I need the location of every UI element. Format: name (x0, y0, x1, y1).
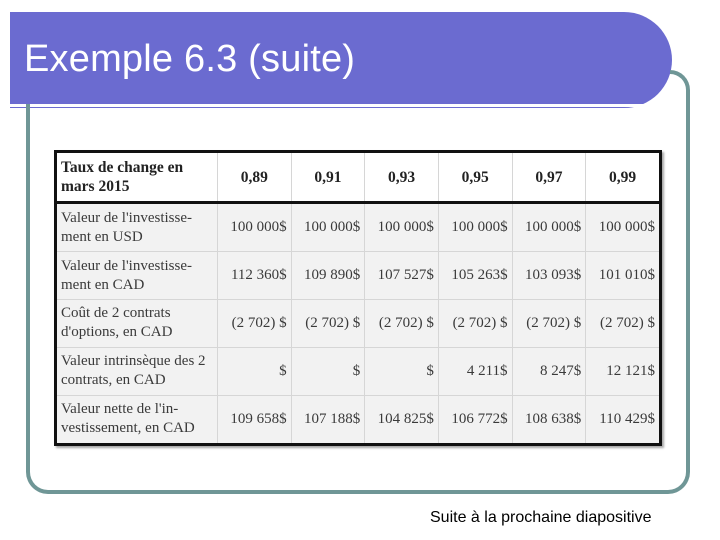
table-cell: 8 247$ (512, 347, 586, 395)
rate-header: 0,91 (291, 152, 365, 203)
rate-header: 0,89 (218, 152, 292, 203)
table-cell: (2 702) $ (291, 300, 365, 348)
table-row (56, 300, 661, 348)
table-row (56, 395, 661, 444)
table-cell: (2 702) $ (438, 300, 512, 348)
exchange-rate-table (54, 150, 662, 446)
table-cell: (2 702) $ (218, 300, 292, 348)
table-cell: 103 093$ (512, 252, 586, 300)
table-cell: 100 000$ (512, 203, 586, 252)
row-label: Valeur intrinsèque des 2 contrats, en CAD (56, 347, 218, 395)
table-cell: 100 000$ (438, 203, 512, 252)
table-cell: 106 772$ (438, 395, 512, 444)
table-header-row (56, 152, 661, 203)
row-label: Valeur nette de l'in-vestissement, en CAD (56, 395, 218, 444)
table-cell: $ (365, 347, 439, 395)
table-cell: $ (291, 347, 365, 395)
table-cell: 100 000$ (291, 203, 365, 252)
title-bar (10, 12, 672, 108)
table-cell: 100 000$ (586, 203, 661, 252)
table-cell: (2 702) $ (586, 300, 661, 348)
table-cell: 101 010$ (586, 252, 661, 300)
table-cell: $ (218, 347, 292, 395)
table-cell: 109 658$ (218, 395, 292, 444)
table-cell: 107 188$ (291, 395, 365, 444)
table-cell: 100 000$ (365, 203, 439, 252)
header-label: Taux de change en mars 2015 (56, 152, 218, 203)
table-cell: 100 000$ (218, 203, 292, 252)
table-cell: 104 825$ (365, 395, 439, 444)
rate-header: 0,93 (365, 152, 439, 203)
exchange-rate-table-container (54, 150, 662, 446)
rate-header: 0,99 (586, 152, 661, 203)
row-label: Valeur de l'investisse-ment en USD (56, 203, 218, 252)
table-cell: 107 527$ (365, 252, 439, 300)
table-cell: 108 638$ (512, 395, 586, 444)
table-row (56, 347, 661, 395)
row-label: Valeur de l'investisse-ment en CAD (56, 252, 218, 300)
table-cell: (2 702) $ (512, 300, 586, 348)
table-row (56, 203, 661, 252)
rate-header: 0,95 (438, 152, 512, 203)
table-cell: 12 121$ (586, 347, 661, 395)
next-slide-note: Suite à la prochaine diapositive (430, 509, 652, 526)
table-cell: 4 211$ (438, 347, 512, 395)
slide-title: Exemple 6.3 (suite) (24, 38, 356, 80)
table-cell: 105 263$ (438, 252, 512, 300)
row-label: Coût de 2 contrats d'options, en CAD (56, 300, 218, 348)
rate-header: 0,97 (512, 152, 586, 203)
table-cell: 109 890$ (291, 252, 365, 300)
table-row (56, 252, 661, 300)
table-cell: 112 360$ (218, 252, 292, 300)
table-cell: 110 429$ (586, 395, 661, 444)
table-cell: (2 702) $ (365, 300, 439, 348)
